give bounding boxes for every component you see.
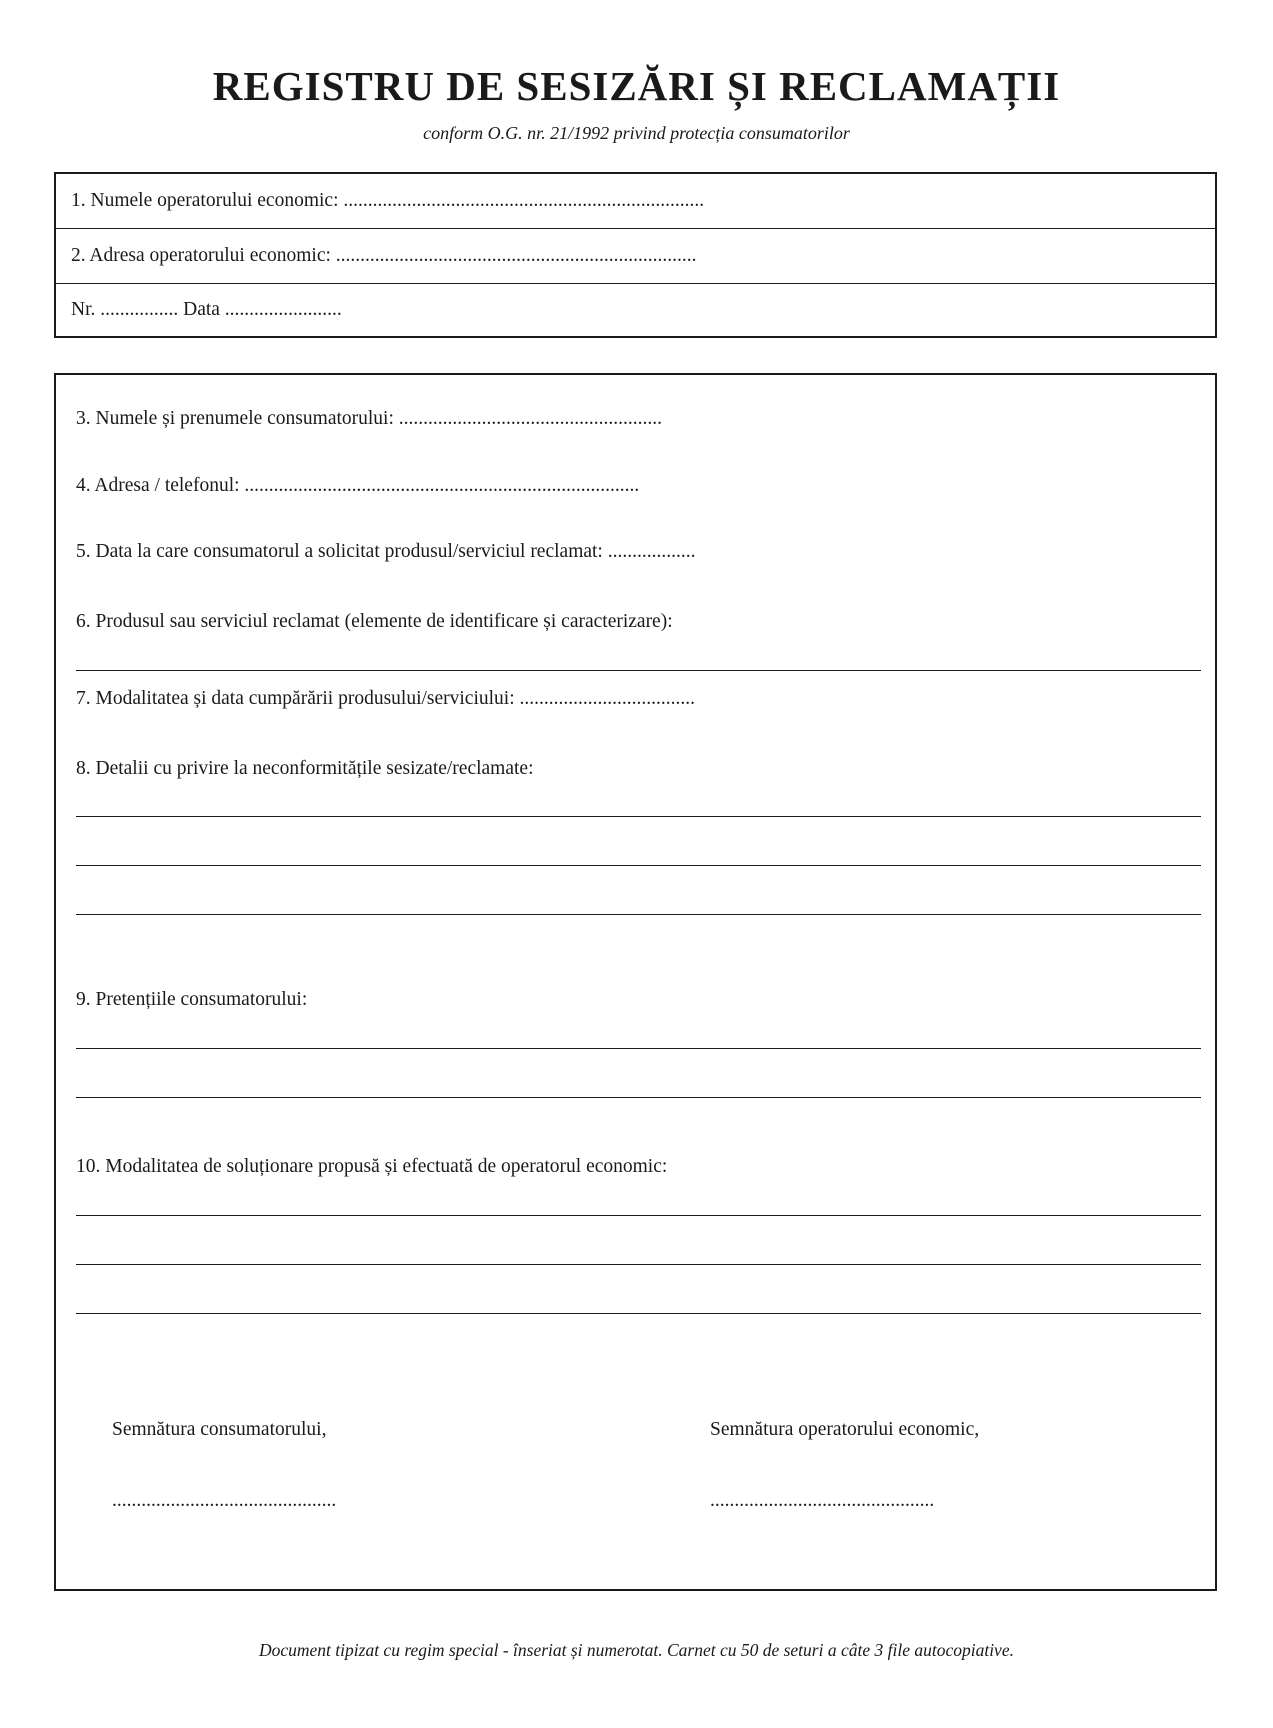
claims-line-2[interactable]: [76, 1097, 1201, 1098]
resolution-line-2[interactable]: [76, 1264, 1201, 1265]
consumer-name-field[interactable]: 3. Numele și prenumele consumatorului: ......................................................: [76, 408, 663, 429]
footer-note: Document tipizat cu regim special - înseriat și numerotat. Carnet cu 50 de seturi a câte 3 file autocopiative.: [259, 1640, 1014, 1660]
nonconformity-line-2[interactable]: [76, 865, 1201, 866]
consumer-signature-label: Semnătura consumatorului,: [112, 1419, 327, 1440]
claims-line-1[interactable]: [76, 1048, 1201, 1049]
operator-name-field: 1. Numele operatorului economic: ..........................................................................: [71, 190, 705, 211]
nr-date-row[interactable]: [56, 284, 1215, 336]
nonconformity-line-1[interactable]: [76, 816, 1201, 817]
consumer-signature-line[interactable]: ..............................................: [112, 1490, 337, 1511]
document-subtitle: conform O.G. nr. 21/1992 privind protecția consumatorilor: [423, 123, 850, 143]
resolution-line-1[interactable]: [76, 1215, 1201, 1216]
product-service-line[interactable]: [76, 670, 1201, 671]
complaint-box: [54, 373, 1217, 1591]
operator-address-field: 2. Adresa operatorului economic: ..........................................................................: [71, 245, 697, 266]
consumer-claims-label: 9. Pretențiile consumatorului:: [76, 989, 308, 1010]
operator-signature-line[interactable]: ..............................................: [710, 1490, 935, 1511]
document-title: REGISTRU DE SESIZĂRI ȘI RECLAMAȚII: [212, 63, 1061, 109]
resolution-line-3[interactable]: [76, 1313, 1201, 1314]
operator-address-row[interactable]: [56, 229, 1215, 284]
product-service-label: 6. Produsul sau serviciul reclamat (elemente de identificare și caracterizare):: [76, 611, 673, 632]
operator-name-row[interactable]: [56, 174, 1215, 229]
nr-date-field: Nr. ................ Data ........................: [71, 299, 342, 320]
nonconformity-line-3[interactable]: [76, 914, 1201, 915]
purchase-method-date-field[interactable]: 7. Modalitatea și data cumpărării produsului/serviciului: ....................................: [76, 688, 696, 709]
operator-signature-label: Semnătura operatorului economic,: [710, 1419, 980, 1440]
resolution-label: 10. Modalitatea de soluționare propusă și efectuată de operatorul economic:: [76, 1156, 668, 1177]
operator-info-box: [54, 172, 1217, 338]
address-phone-field[interactable]: 4. Adresa / telefonul: .................................................................................: [76, 475, 640, 496]
nonconformity-details-label: 8. Detalii cu privire la neconformitățile sesizate/reclamate:: [76, 758, 534, 779]
request-date-field[interactable]: 5. Data la care consumatorul a solicitat produsul/serviciul reclamat: ..................: [76, 541, 696, 562]
